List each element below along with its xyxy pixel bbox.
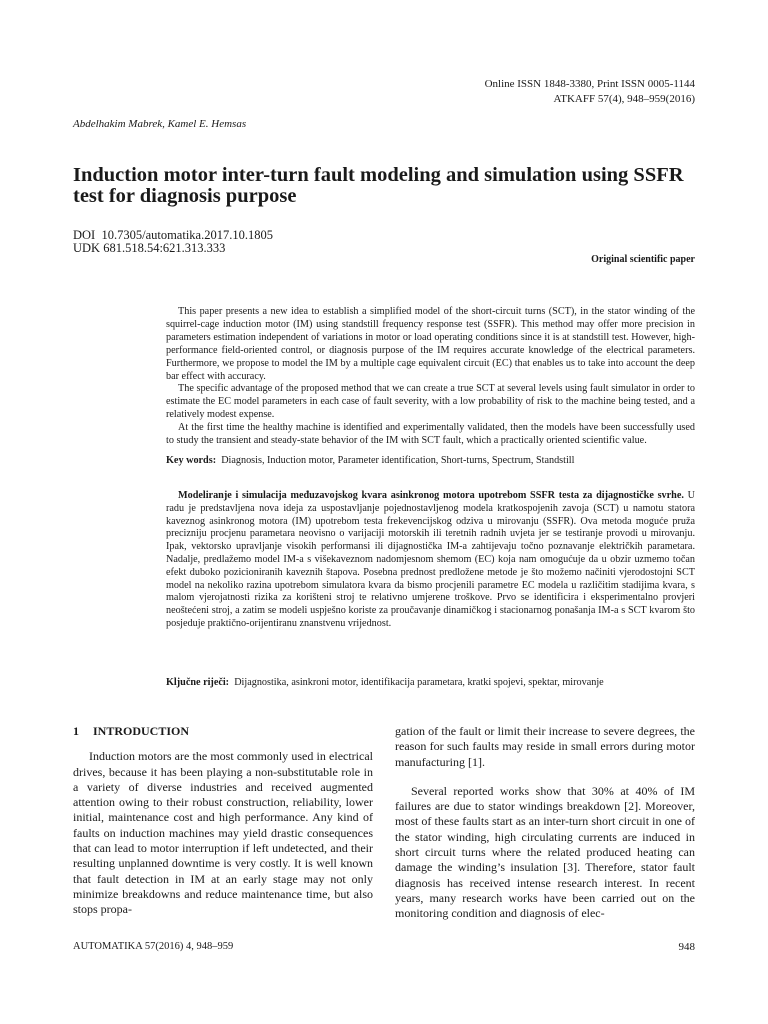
body-column-left	[73, 724, 373, 918]
paper-title: Induction motor inter-turn fault modeling and simulation using SSFR test for diagnosis purpose	[73, 164, 684, 207]
abstract-paragraph-2: The specific advantage of the proposed method that we can create a true SCT at several levels using fault simulator in order to estimate the EC model parameters in each case of fault severity, with a low probability of risk to the machine being tested, and a relatively modest expense.	[166, 383, 695, 421]
body-column-right	[395, 724, 695, 922]
keywords-hr-text: Dijagnostika, asinkroni motor, identifikacija parametara, kratki spojevi, spektar, mirovanje	[234, 677, 604, 688]
doi-block	[73, 229, 273, 255]
udk: UDK 681.518.54:621.313.333	[73, 241, 226, 255]
keywords-hr	[166, 677, 604, 688]
authors: Abdelhakim Mabrek, Kamel E. Hemsas	[73, 118, 247, 130]
section-title: INTRODUCTION	[93, 724, 190, 738]
abstract-paragraph-1: This paper presents a new idea to establish a simplified model of the short-circuit turns (SCT), in the stator winding of the squirrel-cage induction motor (IM) using standstill frequency response test (SSFR). This method may offer more precision in parameters estimation independent of variations in motor or load operating conditions since it is at standstill test. However, high-performance field-oriented control, or diagnosis purpose of the IM requires accurate knowledge of the electrical parameters. Furthermore, we propose to model the IM by a multiple cage equivalent circuit (EC) that enables us to take into account the deep bar effect with accuracy.	[166, 306, 695, 382]
keywords-hr-label: Ključne riječi:	[166, 677, 230, 688]
body-paragraph-continued: gation of the fault or limit their increase to severe degrees, the reason for such faults may reside in small errors during motor manufacturing [1].	[395, 724, 695, 769]
footer-journal: AUTOMATIKA 57(2016) 4, 948–959	[73, 941, 234, 952]
keywords	[166, 455, 695, 468]
body-paragraph: Several reported works show that 30% at 40% of IM failures are due to stator windings breakdown [2]. Moreover, most of these faults start as an inter-turn short circuit in one of the stator winding, high circulating currents are induced in short circuit turns where the related produced heating can damage the winding’s insulation [3]. Therefore, stator fault diagnosis has received intense research interest. In recent years, many research works have been carried out on the monitoring condition and diagnosis of elec-	[395, 783, 695, 921]
abstract-hr-text: U radu je predstavljena nova ideja za uspostavljanje pojednostavljenog modela kratkospojenih zavoja (SCT) u namotu statora kaveznog asinkronog motora (IM) upotrebom testa frekevencijskog odziva u mirovanju (SSFR). Ova metoda moguće pruža precizniju procjenu parametara neovisno o varijaciji motorskih ili teretnih radnih uvjeta jer se testiranje provodi u mirovanju. Ipak, vektorsko upravljanje visokih performansi ili dijagnostička IM-a zahtijevaju točno poznavanje električkih parametara. Nadalje, predlažemo model IM-a s višekaveznom nadomjesnom shemom (EC) koja nam omogućuje da u obzir uzmemo točan efekt duboko pozicioniranih kaveznih štapova. Posebna prednost predložene metode je što možemo načiniti vjerodostojni SCT model na nekoliko razina upotrebom simulatora kvara da bismo procjenili parametre EC modela u različitim stadijima kvara, s malom vjerojatnosti rizika za korišteni stroj te relativno umjerene troškove. Prvo se identificira i eksperimentalno provjeri neoštećeni stroj, a zatim se modeli uspješno koriste za proučavanje dinamičkog i stacionarnog ponašanja IM-a s SCT kvarom što posjeduje praktično-orijentiranu znanstvenu vrijednost.	[166, 490, 695, 629]
doi[interactable]: DOI 10.7305/automatika.2017.10.1805	[73, 228, 273, 242]
abstract-paragraph-3: At the first time the healthy machine is identified and experimentally validated, then the models have been successfully used to study the transient and steady-state behavior of the IM with SCT fault, which a practically oriented scientific value.	[166, 422, 695, 447]
keywords-text: Diagnosis, Induction motor, Parameter identification, Short-turns, Spectrum, Standstill	[221, 454, 575, 466]
section-number: 1	[73, 724, 79, 738]
issn-line: Online ISSN 1848-3380, Print ISSN 0005-1144	[484, 78, 695, 90]
section-heading	[73, 724, 373, 739]
page-number: 948	[678, 941, 695, 953]
body-paragraph: Induction motors are the most commonly used in electrical drives, because it has been playing a non-substitutable role in a variety of diverse industries and received augmented attention owing to their robust construction, reliability, lower initial, maintenance cost and high performance. Any kind of faults on induction machines may yield drastic consequences that can lead to motor interruption if left undetected, and their resulting unplanned downtime is very costly. It is well known that fault detection in IM at an early stage may not only minimize breakdowns and reduce maintenance time, but also stops propa-	[73, 749, 373, 917]
paper-type: Original scientific paper	[591, 254, 695, 265]
abstract-en	[166, 306, 695, 468]
abstract-hr	[166, 490, 695, 631]
issn-header	[295, 77, 695, 107]
keywords-label: Key words:	[166, 454, 217, 466]
journal-ref-line: ATKAFF 57(4), 948–959(2016)	[553, 93, 695, 105]
abstract-hr-title: Modeliranje i simulacija međuzavojskog kvara asinkronog motora upotrebom SSFR testa za dijagnostičke svrhe.	[178, 490, 684, 501]
